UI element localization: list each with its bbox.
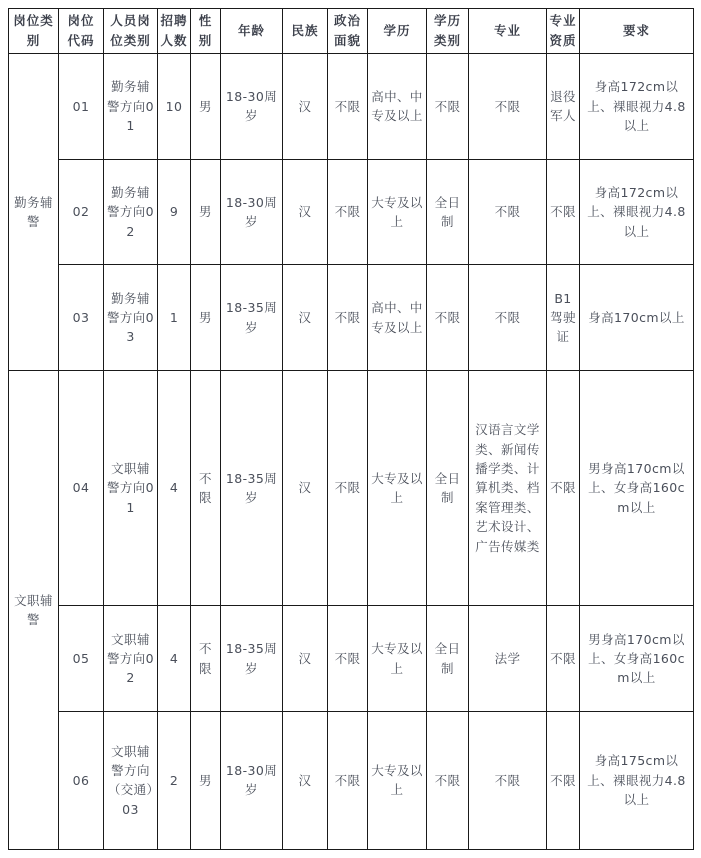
cell-sex: 不限 <box>191 606 221 712</box>
cell-code: 01 <box>59 54 104 160</box>
header-political-status: 政治面貌 <box>328 9 368 54</box>
cell-post: 文职辅警方向（交通）03 <box>104 711 158 849</box>
cell-age: 18-35周岁 <box>221 265 283 371</box>
group-cell-wenzhi: 文职辅警 <box>9 370 59 849</box>
table-body <box>9 54 694 850</box>
cell-number: 9 <box>158 159 191 265</box>
cell-post: 勤务辅警方向01 <box>104 54 158 160</box>
cell-post: 文职辅警方向01 <box>104 370 158 605</box>
cell-post: 勤务辅警方向02 <box>104 159 158 265</box>
cell-nation: 汉 <box>283 265 328 371</box>
cell-major: 不限 <box>469 54 547 160</box>
cell-qualification: 不限 <box>547 370 580 605</box>
cell-major: 不限 <box>469 711 547 849</box>
cell-education: 大专及以上 <box>368 711 427 849</box>
cell-requirement: 身高170cm以上 <box>580 265 694 371</box>
cell-sex: 男 <box>191 265 221 371</box>
table-row <box>9 370 694 605</box>
cell-education: 大专及以上 <box>368 606 427 712</box>
recruitment-table <box>8 8 694 850</box>
cell-age: 18-30周岁 <box>221 711 283 849</box>
cell-requirement: 身高172cm以上、裸眼视力4.8以上 <box>580 54 694 160</box>
header-age: 年龄 <box>221 9 283 54</box>
cell-number: 4 <box>158 606 191 712</box>
cell-education: 高中、中专及以上 <box>368 265 427 371</box>
cell-code: 03 <box>59 265 104 371</box>
cell-post: 勤务辅警方向03 <box>104 265 158 371</box>
group-cell-qinwu: 勤务辅警 <box>9 54 59 371</box>
cell-requirement: 男身高170cm以上、女身高160cm以上 <box>580 370 694 605</box>
header-job-category: 岗位类别 <box>9 9 59 54</box>
header-major: 专业 <box>469 9 547 54</box>
cell-requirement: 身高172cm以上、裸眼视力4.8以上 <box>580 159 694 265</box>
cell-qualification: 不限 <box>547 711 580 849</box>
cell-political: 不限 <box>328 711 368 849</box>
cell-education: 大专及以上 <box>368 370 427 605</box>
cell-qualification: 不限 <box>547 606 580 712</box>
header-education-type: 学历类别 <box>427 9 469 54</box>
cell-nation: 汉 <box>283 370 328 605</box>
cell-qualification: 退役军人 <box>547 54 580 160</box>
table-row <box>9 159 694 265</box>
table-header <box>9 9 694 54</box>
cell-age: 18-30周岁 <box>221 54 283 160</box>
header-requirement: 要求 <box>580 9 694 54</box>
cell-age: 18-35周岁 <box>221 606 283 712</box>
header-ethnicity: 民族 <box>283 9 328 54</box>
cell-number: 10 <box>158 54 191 160</box>
cell-code: 04 <box>59 370 104 605</box>
cell-education-type: 不限 <box>427 711 469 849</box>
cell-nation: 汉 <box>283 606 328 712</box>
table-row <box>9 54 694 160</box>
cell-requirement: 男身高170cm以上、女身高160cm以上 <box>580 606 694 712</box>
cell-code: 06 <box>59 711 104 849</box>
cell-sex: 男 <box>191 54 221 160</box>
table-row <box>9 265 694 371</box>
cell-age: 18-30周岁 <box>221 159 283 265</box>
cell-age: 18-35周岁 <box>221 370 283 605</box>
table-row <box>9 606 694 712</box>
header-job-code: 岗位代码 <box>59 9 104 54</box>
cell-post: 文职辅警方向02 <box>104 606 158 712</box>
header-row <box>9 9 694 54</box>
cell-qualification: B1驾驶证 <box>547 265 580 371</box>
cell-political: 不限 <box>328 159 368 265</box>
cell-major: 不限 <box>469 159 547 265</box>
cell-education-type: 不限 <box>427 54 469 160</box>
cell-education-type: 全日制 <box>427 159 469 265</box>
cell-nation: 汉 <box>283 711 328 849</box>
cell-education-type: 全日制 <box>427 370 469 605</box>
cell-political: 不限 <box>328 370 368 605</box>
cell-political: 不限 <box>328 606 368 712</box>
cell-code: 02 <box>59 159 104 265</box>
cell-number: 4 <box>158 370 191 605</box>
cell-political: 不限 <box>328 54 368 160</box>
cell-education-type: 不限 <box>427 265 469 371</box>
table-row <box>9 711 694 849</box>
header-education: 学历 <box>368 9 427 54</box>
cell-number: 1 <box>158 265 191 371</box>
cell-sex: 男 <box>191 711 221 849</box>
header-gender: 性别 <box>191 9 221 54</box>
cell-major: 汉语言文学类、新闻传播学类、计算机类、档案管理类、艺术设计、广告传媒类 <box>469 370 547 605</box>
header-qualification: 专业资质 <box>547 9 580 54</box>
cell-requirement: 身高175cm以上、裸眼视力4.8以上 <box>580 711 694 849</box>
cell-sex: 不限 <box>191 370 221 605</box>
cell-major: 不限 <box>469 265 547 371</box>
cell-education-type: 全日制 <box>427 606 469 712</box>
header-hire-count: 招聘人数 <box>158 9 191 54</box>
cell-education: 大专及以上 <box>368 159 427 265</box>
cell-major: 法学 <box>469 606 547 712</box>
cell-nation: 汉 <box>283 54 328 160</box>
cell-sex: 男 <box>191 159 221 265</box>
cell-nation: 汉 <box>283 159 328 265</box>
header-post-category: 人员岗位类别 <box>104 9 158 54</box>
cell-number: 2 <box>158 711 191 849</box>
cell-code: 05 <box>59 606 104 712</box>
cell-political: 不限 <box>328 265 368 371</box>
cell-education: 高中、中专及以上 <box>368 54 427 160</box>
cell-qualification: 不限 <box>547 159 580 265</box>
